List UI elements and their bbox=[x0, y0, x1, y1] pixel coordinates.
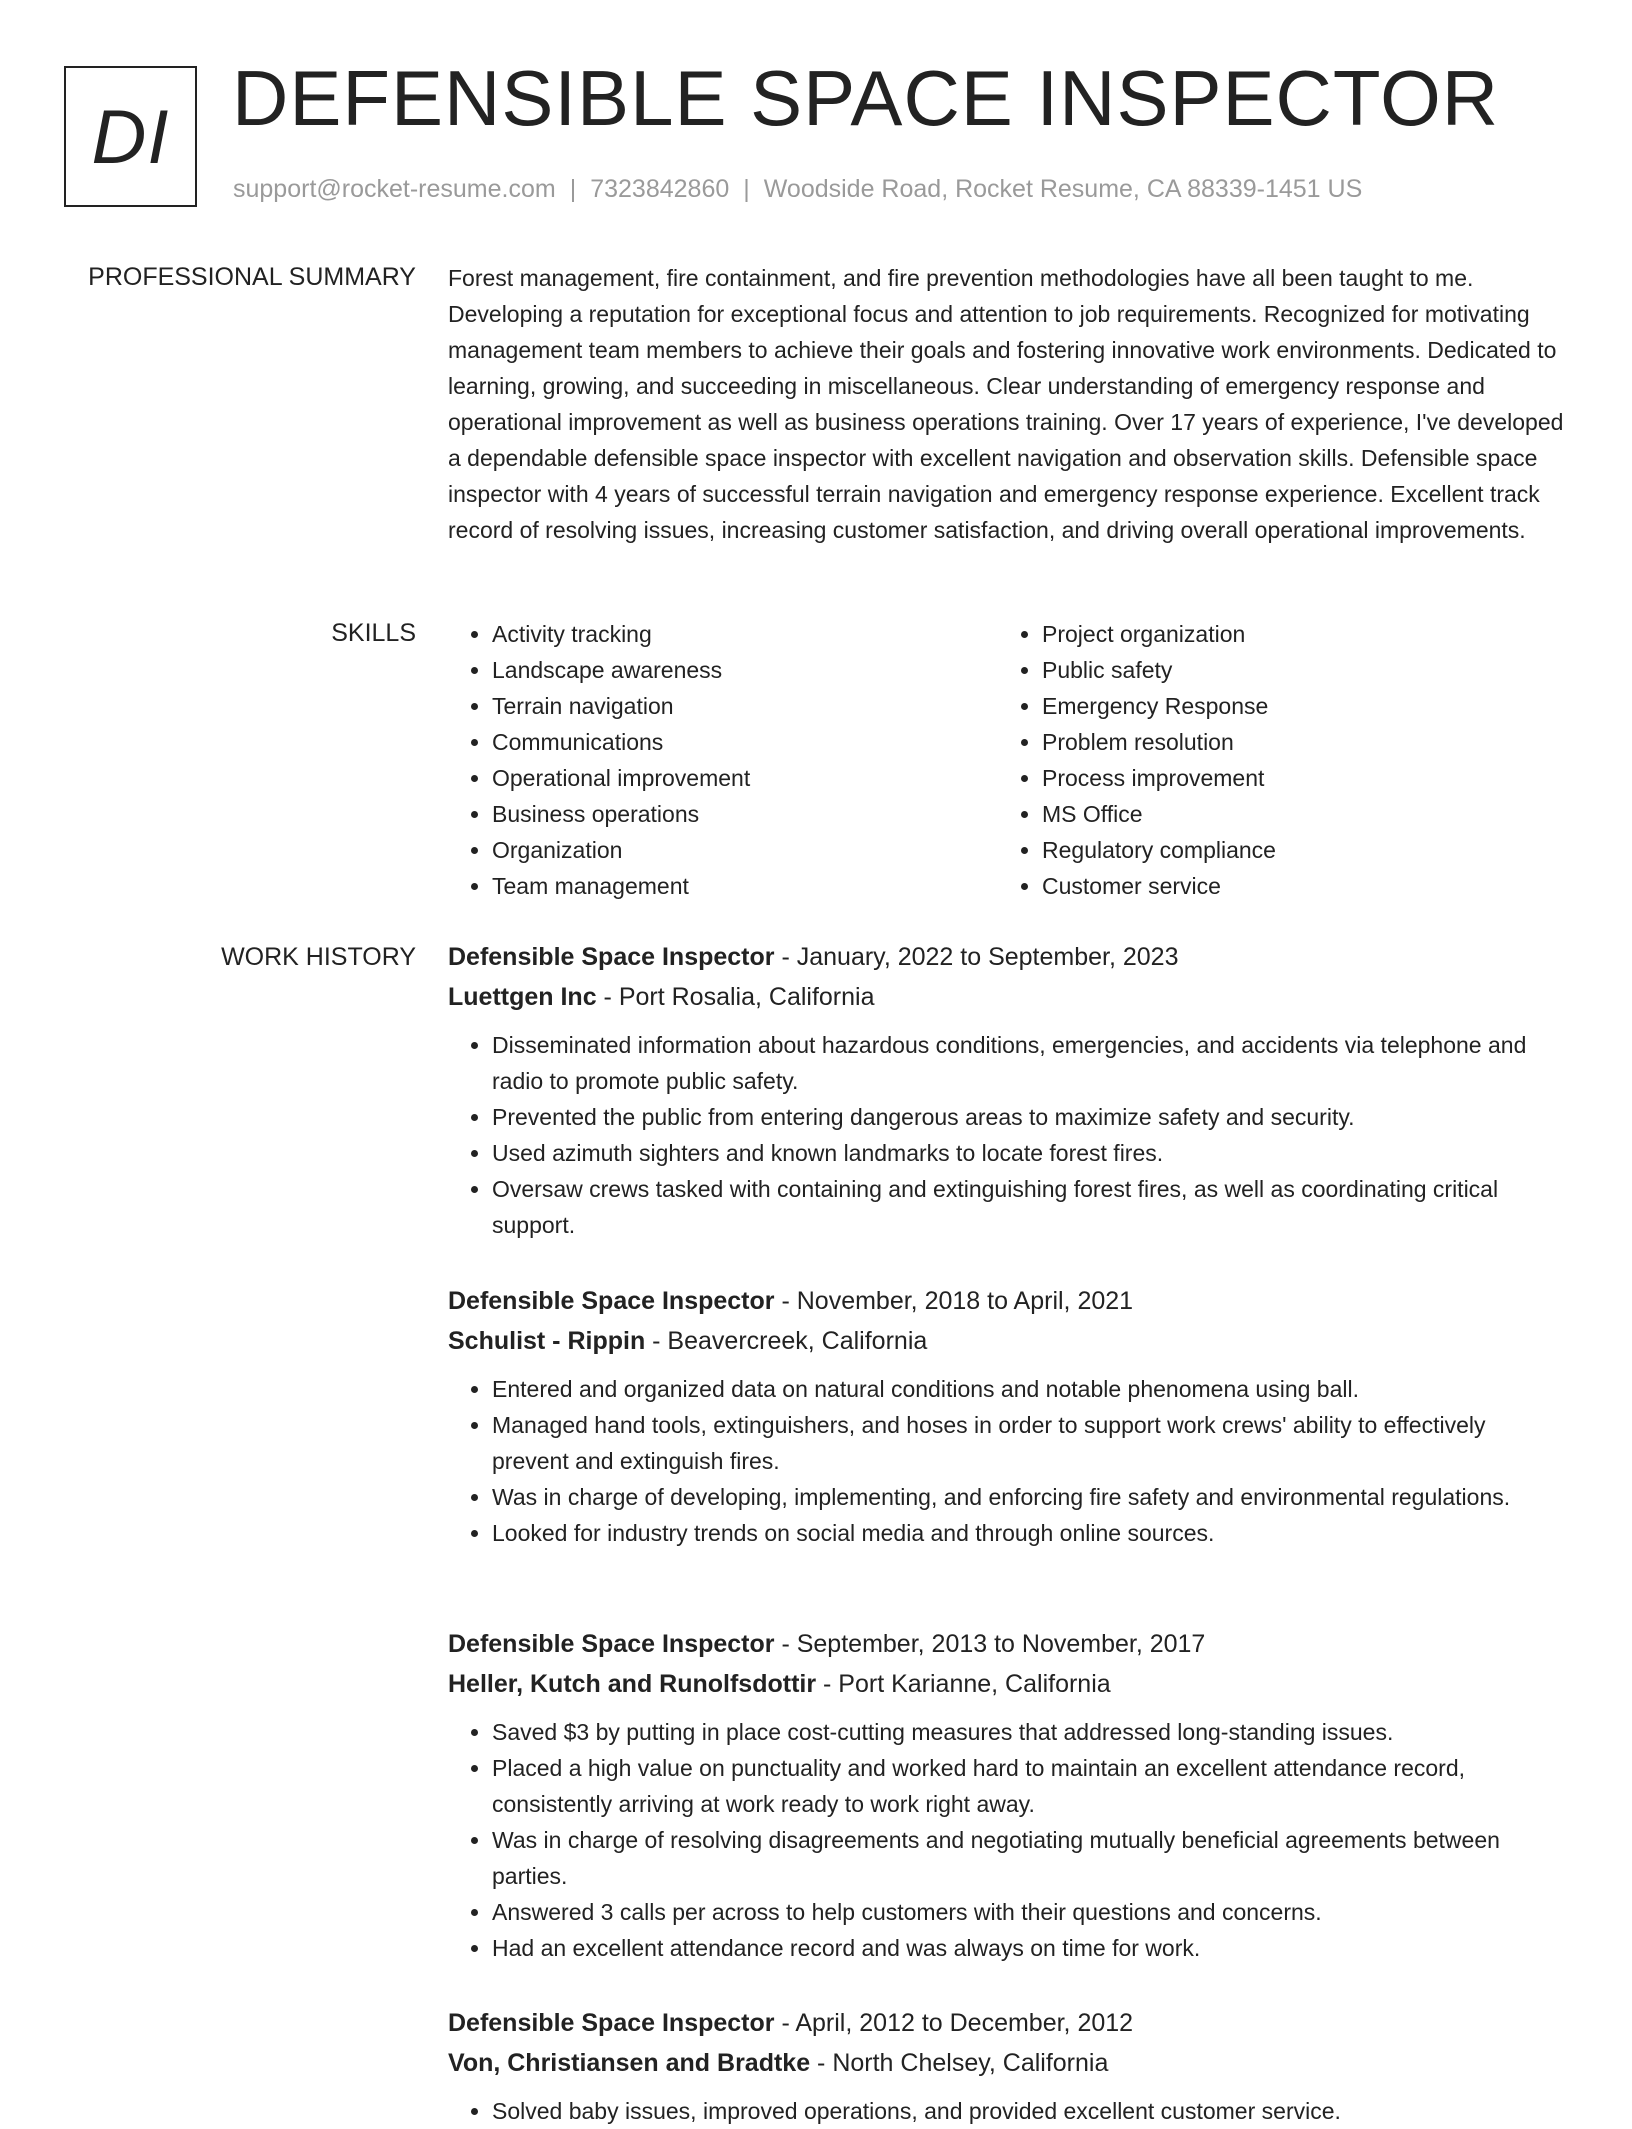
contact-separator: | bbox=[743, 175, 750, 203]
summary-text: Forest management, fire containment, and fire prevention methodologies have all been taught to me. Developing a reputation for exceptional focus and attention to job requirements. Recognized for motivating management team members to achieve their goals and fostering innovative work environments. Dedicated to learning, growing, and succeeding in miscellaneous. Clear understanding of emergency response and operational improvement as well as business operations training. Over 17 years of experience, I've developed a dependable defensible space inspector with excellent navigation and observation skills. Defensible space inspector with 4 years of successful terrain navigation and emergency response experience. Excellent track record of resolving issues, increasing customer satisfaction, and driving overall operational improvements. bbox=[448, 265, 1564, 543]
job-company: Heller, Kutch and Runolfsdottir bbox=[448, 1670, 817, 1698]
skill-item: • Emergency Response bbox=[1042, 688, 1548, 724]
skill-item: • Problem resolution bbox=[1042, 724, 1548, 760]
job-entry bbox=[448, 937, 1568, 1243]
skill-item: • Process improvement bbox=[1042, 760, 1548, 796]
skill-item: • Team management bbox=[492, 868, 998, 904]
job-bullets bbox=[448, 1371, 1568, 1551]
job-bullet: • Disseminated information about hazardous conditions, emergencies, and accidents via telephone and radio to promote public safety. bbox=[492, 1027, 1568, 1099]
job-location: - Port Karianne, California bbox=[816, 1670, 1111, 1698]
contact-line bbox=[233, 174, 1362, 204]
job-bullet: • Prevented the public from entering dangerous areas to maximize safety and security. bbox=[492, 1099, 1568, 1135]
job-dates: - January, 2022 to September, 2023 bbox=[774, 943, 1179, 971]
skill-item: • MS Office bbox=[1042, 796, 1548, 832]
job-company: Luettgen Inc bbox=[448, 983, 597, 1011]
job-company-line bbox=[448, 1664, 1568, 1704]
job-bullet: • Solved baby issues, improved operations, and provided excellent customer service. bbox=[492, 2093, 1568, 2129]
contact-separator: | bbox=[569, 175, 577, 203]
job-title-line bbox=[448, 2003, 1568, 2043]
skill-item: • Terrain navigation bbox=[492, 688, 998, 724]
job-company-line bbox=[448, 1321, 1568, 1361]
section-label-skills: SKILLS bbox=[331, 619, 416, 647]
job-dates: - November, 2018 to April, 2021 bbox=[774, 1287, 1134, 1315]
job-entry bbox=[448, 2003, 1568, 2129]
job-location: - Port Rosalia, California bbox=[596, 983, 875, 1011]
job-title: Defensible Space Inspector bbox=[448, 2009, 775, 2037]
job-bullet: • Was in charge of developing, implementing, and enforcing fire safety and environmental regulations. bbox=[492, 1479, 1568, 1515]
job-bullets bbox=[448, 1714, 1568, 1966]
job-company: Von, Christiansen and Bradtke bbox=[448, 2049, 811, 2077]
page-title: DEFENSIBLE SPACE INSPECTOR bbox=[232, 54, 1500, 142]
section-label-summary: PROFESSIONAL SUMMARY bbox=[88, 263, 416, 291]
job-title-line bbox=[448, 1281, 1568, 1321]
job-title-line bbox=[448, 1624, 1568, 1664]
job-title: Defensible Space Inspector bbox=[448, 1287, 775, 1315]
job-bullet: • Saved $3 by putting in place cost-cutting measures that addressed long-standing issues. bbox=[492, 1714, 1568, 1750]
job-company-line bbox=[448, 2043, 1568, 2083]
contact-email[interactable]: support@rocket-resume.com bbox=[233, 175, 556, 203]
skill-item: • Organization bbox=[492, 832, 998, 868]
skill-item: • Project organization bbox=[1042, 616, 1548, 652]
contact-phone[interactable]: 7323842860 bbox=[590, 175, 730, 203]
skill-item: • Business operations bbox=[492, 796, 998, 832]
skill-item: • Operational improvement bbox=[492, 760, 998, 796]
skill-item: • Public safety bbox=[1042, 652, 1548, 688]
job-bullet: • Used azimuth sighters and known landmarks to locate forest fires. bbox=[492, 1135, 1568, 1171]
skill-item: • Regulatory compliance bbox=[1042, 832, 1548, 868]
skills-section bbox=[448, 616, 1568, 904]
job-bullet: • Was in charge of resolving disagreements and negotiating mutually beneficial agreements between parties. bbox=[492, 1822, 1568, 1894]
skills-list-right bbox=[998, 616, 1548, 904]
contact-address: Woodside Road, Rocket Resume, CA 88339-1451 US bbox=[763, 175, 1363, 203]
monogram-box bbox=[64, 66, 197, 207]
skills-list-left bbox=[448, 616, 998, 904]
job-title: Defensible Space Inspector bbox=[448, 1630, 775, 1658]
job-title: Defensible Space Inspector bbox=[448, 943, 775, 971]
job-title-line bbox=[448, 937, 1568, 977]
job-entry bbox=[448, 1624, 1568, 1966]
skill-item: • Activity tracking bbox=[492, 616, 998, 652]
job-bullet: • Managed hand tools, extinguishers, and hoses in order to support work crews' ability to effectively prevent and extinguish fires. bbox=[492, 1407, 1568, 1479]
skill-item: • Customer service bbox=[1042, 868, 1548, 904]
job-dates: - April, 2012 to December, 2012 bbox=[774, 2009, 1134, 2037]
section-label-work-history: WORK HISTORY bbox=[221, 943, 416, 971]
skill-item: • Landscape awareness bbox=[492, 652, 998, 688]
job-company: Schulist - Rippin bbox=[448, 1327, 646, 1355]
job-dates: - September, 2013 to November, 2017 bbox=[774, 1630, 1206, 1658]
job-bullet: • Oversaw crews tasked with containing and extinguishing forest fires, as well as coordinating critical support. bbox=[492, 1171, 1568, 1243]
skill-item: • Communications bbox=[492, 724, 998, 760]
job-bullet: • Looked for industry trends on social media and through online sources. bbox=[492, 1515, 1568, 1551]
job-location: - Beavercreek, California bbox=[645, 1327, 928, 1355]
job-entry bbox=[448, 1281, 1568, 1551]
monogram-initials: DI bbox=[91, 95, 170, 180]
summary-section bbox=[448, 260, 1568, 548]
job-bullet: • Placed a high value on punctuality and worked hard to maintain an excellent attendance record, consistently arriving at work ready to work right away. bbox=[492, 1750, 1568, 1822]
job-bullets bbox=[448, 1027, 1568, 1243]
job-bullet: • Answered 3 calls per across to help customers with their questions and concerns. bbox=[492, 1894, 1568, 1930]
job-location: - North Chelsey, California bbox=[810, 2049, 1109, 2077]
job-bullets bbox=[448, 2093, 1568, 2129]
job-bullet: • Entered and organized data on natural conditions and notable phenomena using ball. bbox=[492, 1371, 1568, 1407]
job-bullet: • Had an excellent attendance record and was always on time for work. bbox=[492, 1930, 1568, 1966]
job-company-line bbox=[448, 977, 1568, 1017]
